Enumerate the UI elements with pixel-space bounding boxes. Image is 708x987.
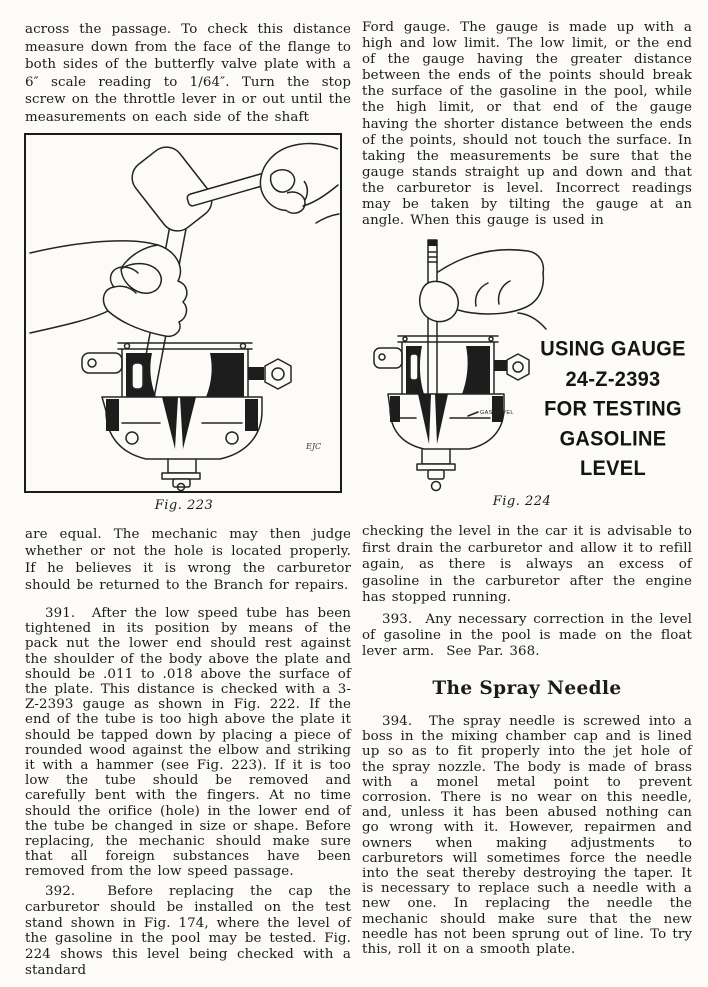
paragraph-391: 391. After the low speed tube has been tightened in its position by means of the pack nut the lower end should rest against the shoulder of the body above the plate and should be .011 to .018 above the surface of the plate. This distance is checked with a 3-Z-2393 gauge as shown in Fig. 222. If the end of the tube is too high above the plate it should be tapped down by placing a piece of rounded wood against the elbow and striking it with a hammer (see Fig. 223). If it is too low the tube should be removed and carefully bent with the fingers. At no time should the orifice (hole) in the lower end of the tube be changed in size or shape. Before replacing, the mechanic should make sure that all foreign substances have been removed from the low speed passage. <box>25 606 351 880</box>
using-gauge-headline <box>524 334 702 484</box>
paragraph-are-equal: are equal. The mechanic may then judge whether or not the hole is located properly. If he believes it is wrong the carburetor should be returned to the Branch for repairs. <box>25 527 351 593</box>
gas-level-label: GAS LEVEL <box>480 410 514 416</box>
artist-signature: EJC <box>306 442 322 451</box>
section-heading-spray-needle: The Spray Needle <box>432 678 622 699</box>
paragraph-intro-continuation: across the passage. To check this distance measure down from the face of the flange to both sides of the butterfly valve plate with a 6″ scale reading to 1/64″. Turn the stop screw on the throttle lever in or out until the measurements on each side of the shaft <box>25 22 351 125</box>
headline-line-3: FOR TESTING <box>544 397 682 421</box>
left-hand-grip-drawing <box>103 245 186 336</box>
paragraph-393: 393. Any necessary correction in the level of gasoline in the pool is made on the float lever arm. See Par. 368. <box>362 612 692 659</box>
right-hand-224-drawing <box>420 250 546 329</box>
right-hand-drawing <box>260 144 339 223</box>
headline-line-4: GASOLINE LEVEL <box>559 427 667 481</box>
fig-223-illustration <box>26 135 340 491</box>
figure-223-caption: Fig. 223 <box>154 498 214 513</box>
mallet-head-drawing <box>125 140 218 238</box>
fig-224-illustration <box>358 236 548 498</box>
paragraph-checking-level: checking the level in the car it is advisable to first drain the carburetor and allow it to refill again, as there is always an excess of gasoline in the carburetor after the engine has stopped running. <box>362 524 692 606</box>
carburetor-223-drawing <box>82 343 291 491</box>
paragraph-ford-gauge: Ford gauge. The gauge is made up with a high and low limit. The low limit, or the end of the gauge having the greater distance between the ends of the points should break the surface of the gasoline in the pool, while the high limit, or that end of the gauge having the shorter distance between the ends of the points, should not touch the surface. In taking the measurements be sure that the gauge stands straight up and down and that the carburetor is level. Incorrect readings may be taken by tilting the gauge at an angle. When this gauge is used in <box>362 20 692 229</box>
figure-224 <box>358 236 548 498</box>
figure-224-caption: Fig. 224 <box>492 494 552 509</box>
paragraph-392: 392. Before replacing the cap the carburetor should be installed on the test stand shown in Fig. 174, where the level of the gasoline in the pool may be tested. Fig. 224 shows this level being checked with a standard <box>25 884 351 978</box>
headline-line-1: USING GAUGE <box>540 337 686 361</box>
headline-line-2: 24-Z-2393 <box>565 367 661 391</box>
paragraph-394: 394. The spray needle is screwed into a boss in the mixing chamber cap and is lined up so as to fit properly into the jet hole of the spray nozzle. The body is made of brass with a monel metal point to prevent corrosion. There is no wear on this needle, and, unless it has been abused nothing can go wrong with it. However, repairmen and owners when making adjustments to carburetors will sometimes force the needle into the seat thereby destroying the taper. It is necessary to replace such a needle with a new one. In replacing the needle the mechanic should make sure that the new needle has not been sprung out of line. To try this, roll it on a smooth plate. <box>362 714 692 958</box>
figure-223 <box>24 133 342 493</box>
